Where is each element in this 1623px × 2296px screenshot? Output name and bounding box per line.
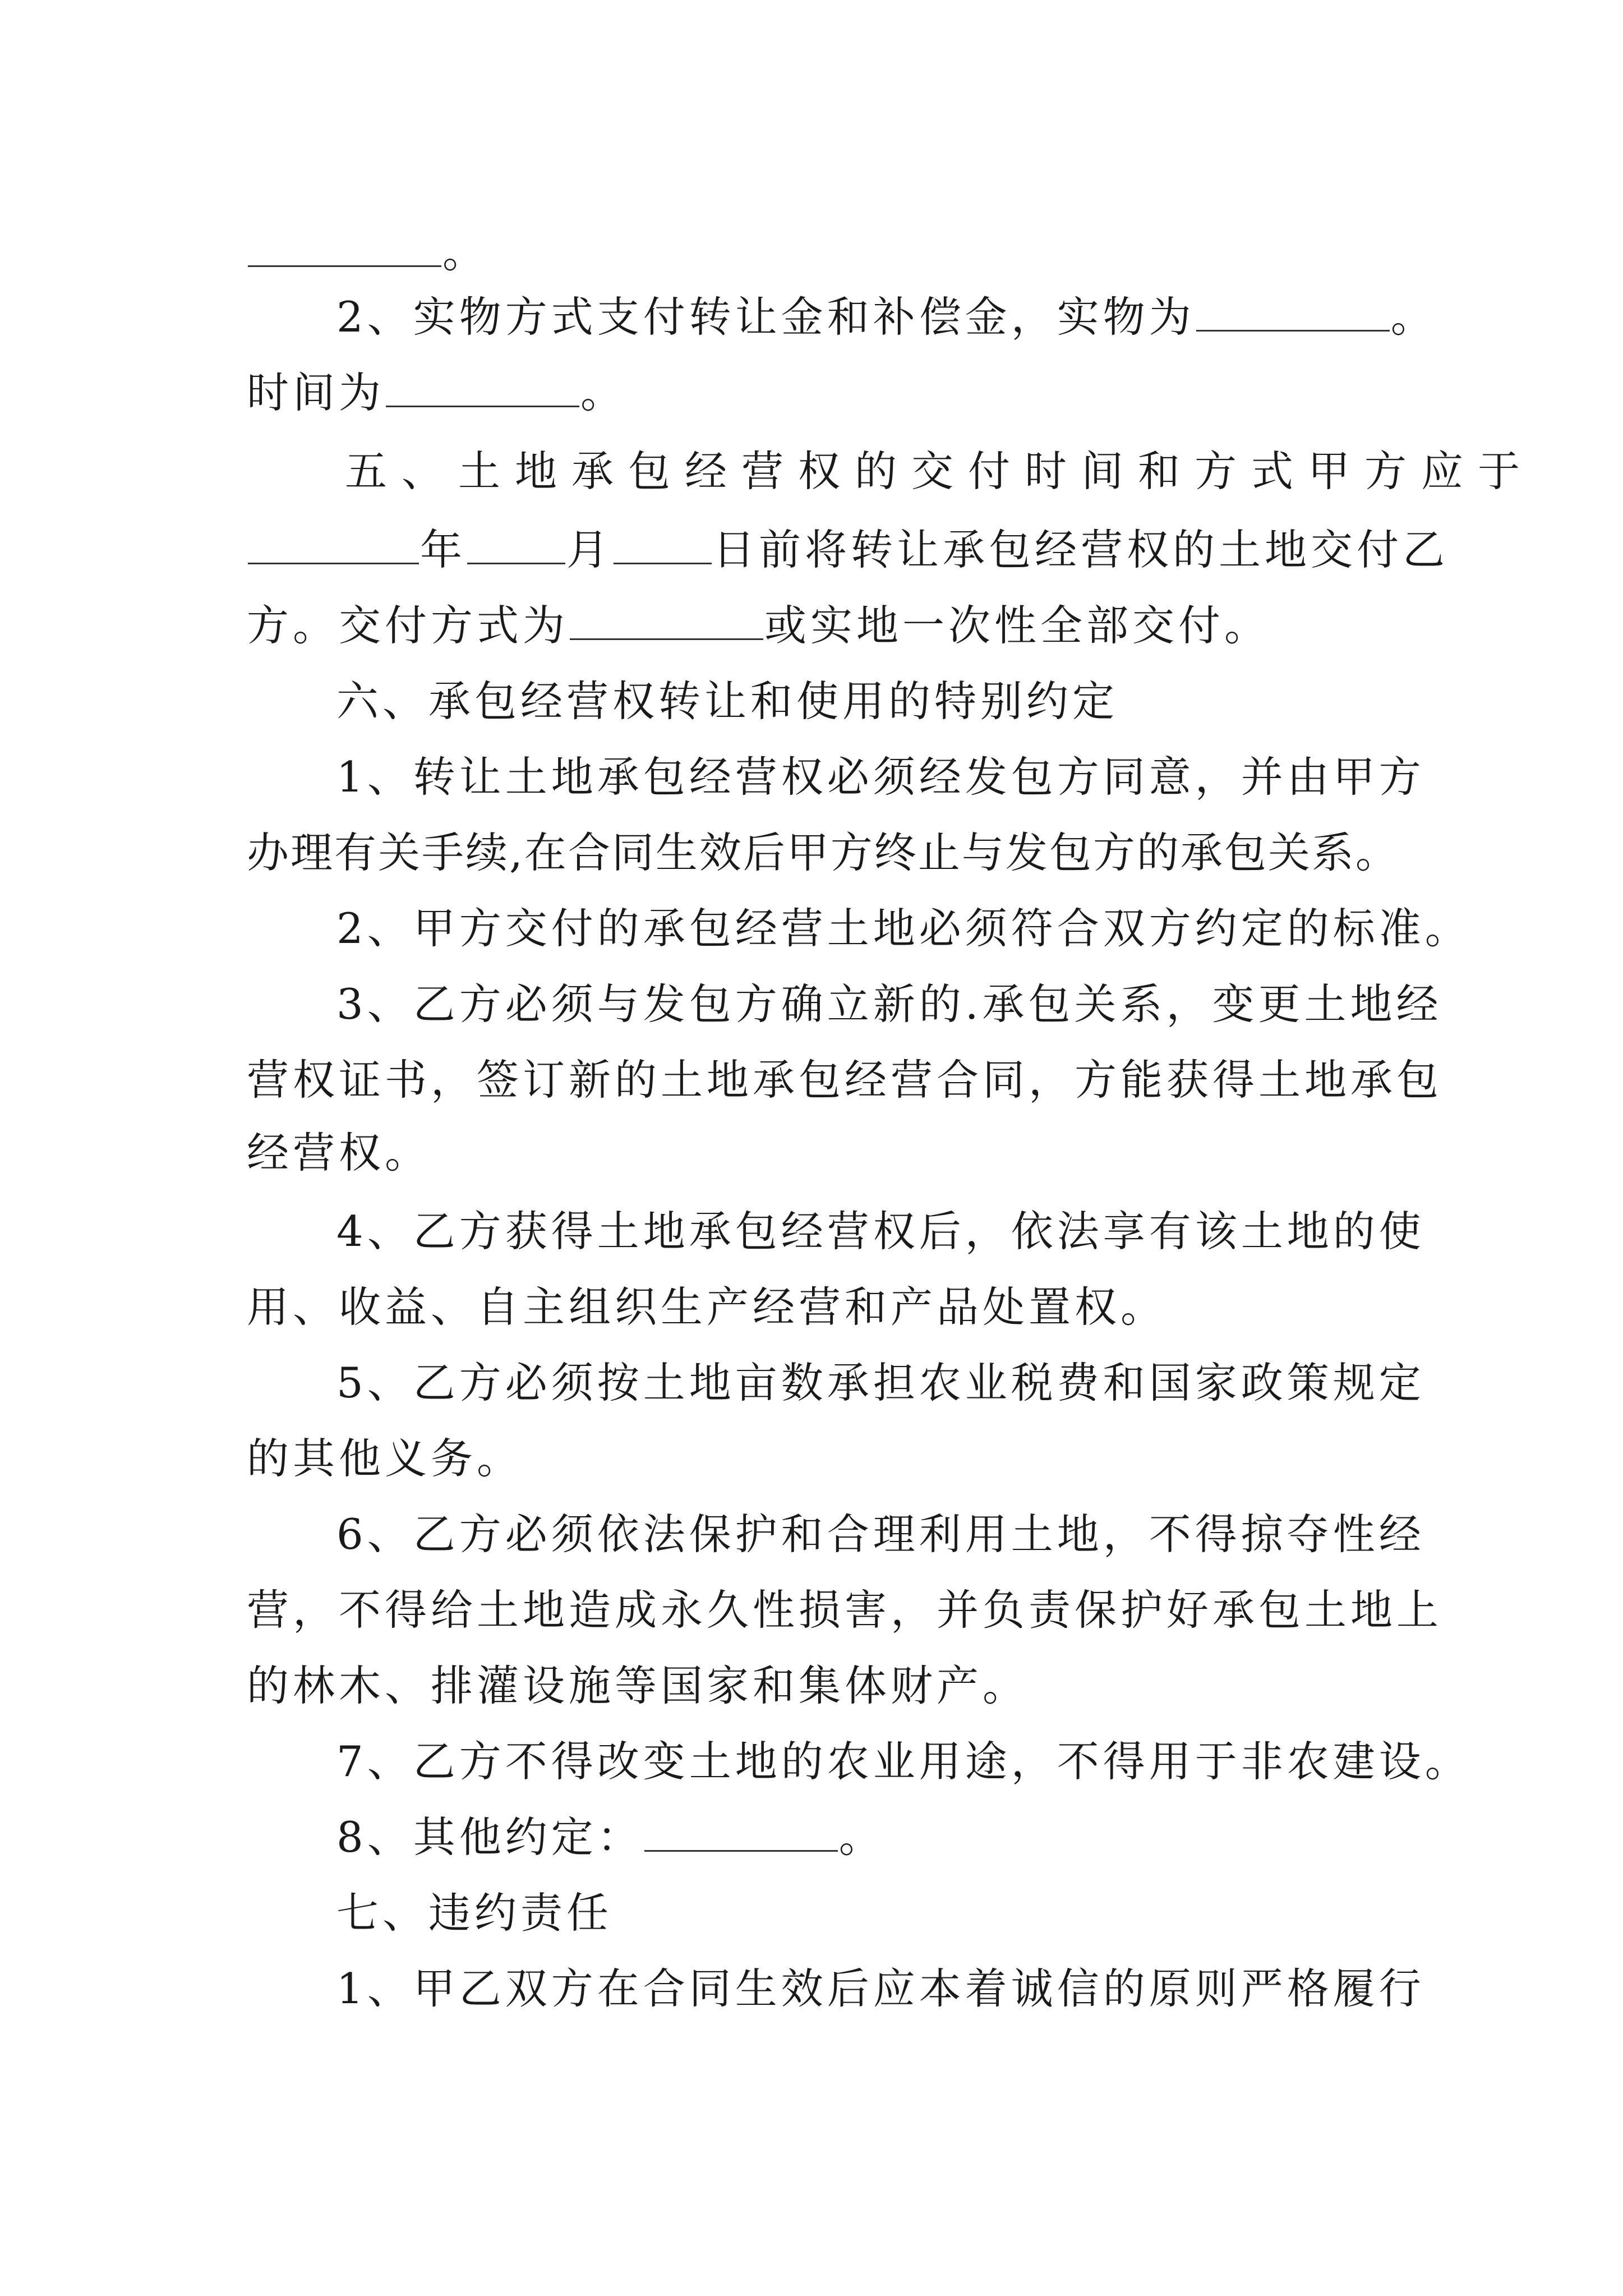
text-line: 用、收益、自主组织生产经营和产品处置权。 [247,1282,1167,1332]
section-heading: 六、承包经营权转让和使用的特别约定 [336,677,1119,726]
text-line: 营权证书，签订新的土地承包经营合同，方能获得土地承包 [247,1055,1443,1105]
text-line: 2、甲方交付的承包经营土地必须符合双方约定的标准。 [336,904,1471,953]
text-line: 1、甲乙双方在合同生效后应本着诚信的原则严格履行 [336,1964,1425,2013]
section-heading: 五、土地承包经营权的交付时间和方式甲方应于 [345,447,1535,496]
section-heading: 七、违约责任 [336,1888,613,1938]
text-line: 1、转让土地承包经营权必须经发包方同意，并由甲方 [336,752,1425,802]
text-line: 的林木、排灌设施等国家和集体财产。 [247,1661,1029,1710]
text-line: 7、乙方不得改变土地的农业用途，不得用于非农建设。 [336,1737,1471,1786]
year-blank [248,527,419,564]
text-line: 4、乙方获得土地承包经营权后，依法享有该土地的使 [336,1207,1425,1256]
text-line: 6、乙方必须依法保护和合理利用土地，不得掠夺性经 [336,1510,1425,1559]
fill-blank [1196,294,1390,332]
fill-blank [644,1814,838,1852]
text-line: 办理有关手续,在合同生效后甲方终止与发包方的承包关系。 [247,828,1399,877]
month-blank [467,527,565,564]
text-line: 8、其他约定： 。 [336,1812,885,1862]
fill-blank [570,602,763,640]
text-line: 2、实物方式支付转让金和补偿金，实物为 。 [336,292,1437,342]
text-line: 营，不得给土地造成永久性损害，并负责保护好承包土地上 [247,1585,1443,1635]
text-line: 。 [247,222,488,283]
text-line: 时间为 。 [247,368,627,417]
text-line: 3、乙方必须与发包方确立新的.承包关系，变更土地经 [336,979,1442,1029]
day-blank [614,527,712,564]
text-line: 方。交付方式为 或实地一次性全部交付。 [247,601,1271,650]
text-line: 的其他义务。 [247,1434,523,1483]
text-line: 经营权。 [247,1128,431,1177]
text-line: 年 月 日前将转让承包经营权的土地交付乙 [247,519,1449,581]
fill-blank [248,229,441,267]
fill-blank [386,370,579,407]
text-line: 5、乙方必须按土地亩数承担农业税费和国家政策规定 [336,1358,1425,1407]
